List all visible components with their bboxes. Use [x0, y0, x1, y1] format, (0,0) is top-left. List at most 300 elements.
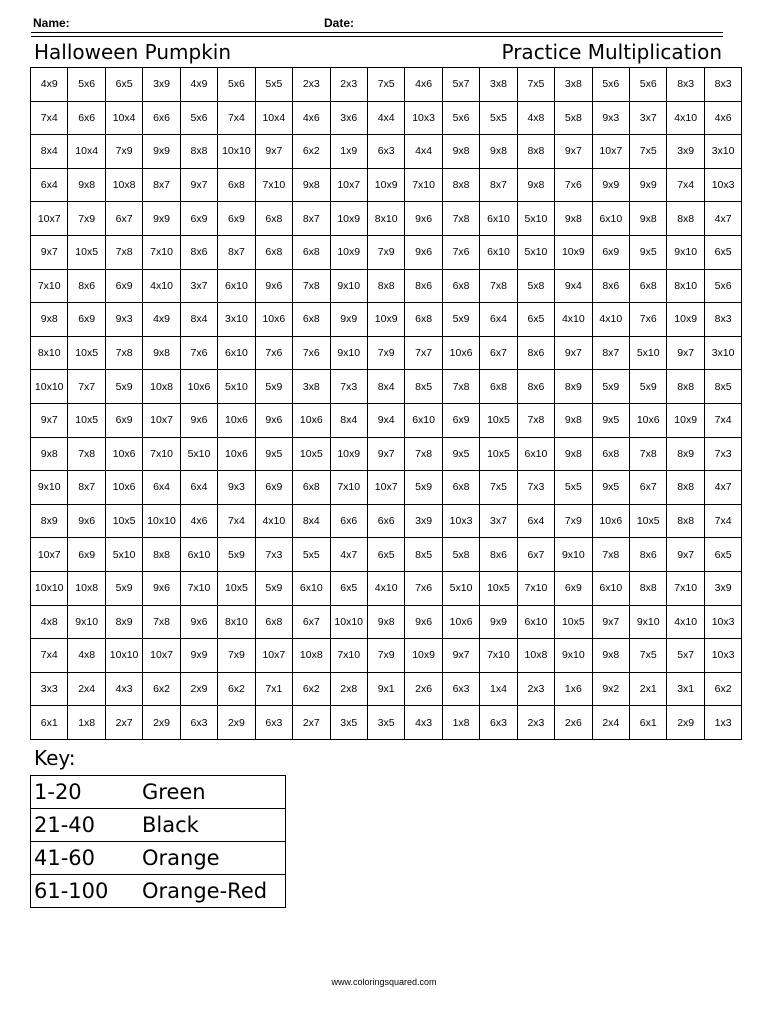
color-key-table — [30, 775, 286, 908]
grid-cell: 5x8 — [517, 269, 554, 303]
grid-cell: 1x3 — [704, 706, 741, 740]
grid-cell: 8x9 — [667, 437, 704, 471]
grid-cell: 10x6 — [218, 437, 255, 471]
grid-cell: 6x2 — [218, 672, 255, 706]
grid-cell: 9x7 — [180, 168, 217, 202]
grid-cell: 4x6 — [704, 101, 741, 135]
grid-cell: 7x10 — [480, 639, 517, 673]
grid-cell: 9x8 — [592, 639, 629, 673]
grid-cell: 6x10 — [592, 571, 629, 605]
grid-cell: 10x7 — [330, 168, 367, 202]
grid-cell: 4x10 — [592, 303, 629, 337]
grid-cell: 3x8 — [293, 370, 330, 404]
grid-cell: 8x5 — [405, 538, 442, 572]
grid-cell: 7x8 — [105, 235, 142, 269]
grid-cell: 8x8 — [630, 571, 667, 605]
grid-cell: 8x6 — [480, 538, 517, 572]
grid-cell: 1x4 — [480, 672, 517, 706]
grid-cell: 8x8 — [667, 370, 704, 404]
grid-cell: 6x5 — [367, 538, 404, 572]
grid-cell: 8x3 — [667, 68, 704, 102]
grid-cell: 10x9 — [555, 235, 592, 269]
name-date-row — [33, 14, 723, 32]
grid-cell: 9x9 — [143, 202, 180, 236]
grid-cell: 8x8 — [367, 269, 404, 303]
grid-cell: 9x9 — [330, 303, 367, 337]
grid-cell: 9x5 — [592, 471, 629, 505]
grid-cell: 7x8 — [480, 269, 517, 303]
grid-cell: 9x8 — [31, 437, 68, 471]
grid-cell: 4x6 — [293, 101, 330, 135]
grid-cell: 8x4 — [293, 504, 330, 538]
grid-cell: 7x9 — [555, 504, 592, 538]
grid-cell: 7x10 — [180, 571, 217, 605]
grid-cell: 7x8 — [517, 403, 554, 437]
grid-cell: 7x1 — [255, 672, 292, 706]
grid-cell: 5x9 — [105, 370, 142, 404]
grid-cell: 10x6 — [180, 370, 217, 404]
key-range: 41-60 — [31, 842, 140, 875]
grid-cell: 8x9 — [31, 504, 68, 538]
grid-cell: 4x7 — [704, 471, 741, 505]
grid-cell: 3x5 — [330, 706, 367, 740]
grid-cell: 6x9 — [105, 269, 142, 303]
grid-cell: 7x10 — [330, 639, 367, 673]
grid-cell: 7x9 — [367, 639, 404, 673]
grid-cell: 6x8 — [255, 235, 292, 269]
grid-cell: 9x6 — [180, 403, 217, 437]
grid-cell: 10x7 — [31, 538, 68, 572]
grid-cell: 6x10 — [592, 202, 629, 236]
grid-cell: 10x6 — [630, 403, 667, 437]
grid-cell: 9x6 — [405, 605, 442, 639]
grid-cell: 3x5 — [367, 706, 404, 740]
grid-row — [31, 370, 742, 404]
grid-cell: 9x6 — [405, 235, 442, 269]
grid-cell: 7x4 — [667, 168, 704, 202]
grid-cell: 2x9 — [218, 706, 255, 740]
grid-cell: 6x5 — [704, 235, 741, 269]
grid-cell: 7x5 — [480, 471, 517, 505]
grid-row — [31, 135, 742, 169]
grid-cell: 9x4 — [367, 403, 404, 437]
grid-cell: 8x9 — [105, 605, 142, 639]
grid-cell: 9x8 — [293, 168, 330, 202]
grid-cell: 7x6 — [293, 336, 330, 370]
grid-cell: 7x4 — [704, 504, 741, 538]
grid-cell: 6x9 — [68, 538, 105, 572]
grid-cell: 9x7 — [442, 639, 479, 673]
grid-cell: 6x5 — [704, 538, 741, 572]
grid-cell: 6x2 — [293, 672, 330, 706]
grid-row — [31, 571, 742, 605]
grid-cell: 7x8 — [592, 538, 629, 572]
grid-cell: 7x4 — [31, 639, 68, 673]
grid-cell: 4x6 — [405, 68, 442, 102]
grid-cell: 5x10 — [630, 336, 667, 370]
grid-cell: 10x8 — [517, 639, 554, 673]
grid-row — [31, 303, 742, 337]
grid-cell: 1x8 — [442, 706, 479, 740]
grid-cell: 9x8 — [630, 202, 667, 236]
grid-cell: 3x7 — [180, 269, 217, 303]
grid-cell: 8x10 — [667, 269, 704, 303]
grid-cell: 9x6 — [255, 403, 292, 437]
grid-cell: 2x4 — [68, 672, 105, 706]
grid-cell: 7x10 — [31, 269, 68, 303]
grid-cell: 6x4 — [517, 504, 554, 538]
grid-cell: 2x3 — [330, 68, 367, 102]
grid-cell: 6x7 — [293, 605, 330, 639]
grid-cell: 2x3 — [293, 68, 330, 102]
grid-cell: 7x6 — [180, 336, 217, 370]
grid-cell: 6x9 — [68, 303, 105, 337]
grid-cell: 2x3 — [517, 672, 554, 706]
grid-cell: 9x7 — [667, 538, 704, 572]
key-color: Orange-Red — [139, 875, 286, 908]
grid-cell: 5x9 — [592, 370, 629, 404]
grid-cell: 7x4 — [218, 101, 255, 135]
grid-cell: 5x10 — [442, 571, 479, 605]
grid-cell: 5x6 — [218, 68, 255, 102]
grid-cell: 5x10 — [218, 370, 255, 404]
grid-cell: 6x2 — [704, 672, 741, 706]
grid-cell: 9x5 — [442, 437, 479, 471]
grid-cell: 3x1 — [667, 672, 704, 706]
grid-cell: 10x3 — [442, 504, 479, 538]
grid-cell: 5x10 — [517, 202, 554, 236]
grid-cell: 9x8 — [143, 336, 180, 370]
grid-cell: 6x8 — [442, 269, 479, 303]
grid-cell: 10x10 — [143, 504, 180, 538]
grid-cell: 5x8 — [442, 538, 479, 572]
grid-cell: 2x9 — [667, 706, 704, 740]
grid-cell: 10x5 — [68, 235, 105, 269]
grid-cell: 9x9 — [480, 605, 517, 639]
grid-cell: 8x6 — [517, 336, 554, 370]
grid-cell: 7x5 — [367, 68, 404, 102]
grid-cell: 7x9 — [218, 639, 255, 673]
grid-cell: 10x10 — [31, 571, 68, 605]
grid-cell: 8x5 — [704, 370, 741, 404]
grid-cell: 5x9 — [105, 571, 142, 605]
grid-cell: 8x8 — [517, 135, 554, 169]
grid-cell: 8x8 — [667, 202, 704, 236]
grid-cell: 9x7 — [367, 437, 404, 471]
grid-cell: 6x8 — [480, 370, 517, 404]
grid-cell: 10x5 — [68, 403, 105, 437]
grid-row — [31, 471, 742, 505]
grid-cell: 5x9 — [255, 571, 292, 605]
grid-cell: 8x6 — [180, 235, 217, 269]
grid-cell: 5x9 — [255, 370, 292, 404]
grid-cell: 7x9 — [105, 135, 142, 169]
grid-cell: 8x4 — [31, 135, 68, 169]
grid-cell: 6x6 — [68, 101, 105, 135]
grid-cell: 8x7 — [218, 235, 255, 269]
grid-cell: 9x7 — [667, 336, 704, 370]
grid-cell: 10x8 — [105, 168, 142, 202]
grid-cell: 6x8 — [255, 605, 292, 639]
grid-cell: 6x10 — [517, 437, 554, 471]
grid-row — [31, 336, 742, 370]
grid-cell: 4x10 — [143, 269, 180, 303]
grid-cell: 6x5 — [330, 571, 367, 605]
grid-cell: 10x5 — [480, 403, 517, 437]
grid-cell: 6x8 — [255, 202, 292, 236]
grid-cell: 9x9 — [592, 168, 629, 202]
grid-row — [31, 403, 742, 437]
grid-cell: 2x6 — [555, 706, 592, 740]
grid-cell: 9x9 — [180, 639, 217, 673]
grid-cell: 5x8 — [555, 101, 592, 135]
grid-cell: 8x4 — [367, 370, 404, 404]
grid-cell: 4x10 — [555, 303, 592, 337]
grid-cell: 7x8 — [405, 437, 442, 471]
grid-cell: 6x3 — [480, 706, 517, 740]
grid-cell: 10x5 — [293, 437, 330, 471]
grid-cell: 9x8 — [555, 437, 592, 471]
grid-cell: 9x10 — [555, 538, 592, 572]
grid-cell: 10x6 — [442, 605, 479, 639]
grid-cell: 5x5 — [255, 68, 292, 102]
grid-cell: 5x6 — [68, 68, 105, 102]
grid-cell: 7x10 — [143, 437, 180, 471]
grid-cell: 10x8 — [143, 370, 180, 404]
grid-cell: 4x10 — [667, 101, 704, 135]
grid-cell: 5x9 — [630, 370, 667, 404]
grid-cell: 5x7 — [667, 639, 704, 673]
grid-cell: 5x6 — [630, 68, 667, 102]
grid-cell: 9x7 — [31, 235, 68, 269]
grid-row — [31, 504, 742, 538]
grid-cell: 7x10 — [517, 571, 554, 605]
grid-cell: 7x10 — [330, 471, 367, 505]
header-double-rule — [31, 32, 723, 37]
grid-cell: 10x6 — [105, 471, 142, 505]
grid-cell: 6x10 — [218, 336, 255, 370]
grid-cell: 9x3 — [592, 101, 629, 135]
grid-cell: 1x9 — [330, 135, 367, 169]
grid-cell: 5x10 — [180, 437, 217, 471]
grid-cell: 6x5 — [105, 68, 142, 102]
grid-cell: 8x6 — [405, 269, 442, 303]
footer-url: www.coloringsquared.com — [331, 977, 437, 987]
grid-cell: 2x1 — [630, 672, 667, 706]
grid-cell: 3x3 — [31, 672, 68, 706]
grid-cell: 5x6 — [442, 101, 479, 135]
grid-cell: 6x6 — [367, 504, 404, 538]
grid-cell: 7x6 — [555, 168, 592, 202]
grid-cell: 3x10 — [704, 336, 741, 370]
grid-cell: 6x7 — [517, 538, 554, 572]
grid-row — [31, 168, 742, 202]
grid-cell: 10x9 — [330, 235, 367, 269]
grid-cell: 2x7 — [293, 706, 330, 740]
key-range: 61-100 — [31, 875, 140, 908]
grid-cell: 2x9 — [143, 706, 180, 740]
grid-cell: 6x9 — [218, 202, 255, 236]
grid-cell: 6x10 — [405, 403, 442, 437]
grid-cell: 10x9 — [405, 639, 442, 673]
grid-cell: 8x9 — [555, 370, 592, 404]
grid-cell: 9x3 — [218, 471, 255, 505]
grid-cell: 10x10 — [330, 605, 367, 639]
grid-cell: 6x6 — [143, 101, 180, 135]
date-label: Date: — [324, 16, 355, 30]
grid-cell: 10x7 — [143, 403, 180, 437]
grid-cell: 7x8 — [442, 202, 479, 236]
grid-cell: 7x8 — [630, 437, 667, 471]
grid-cell: 6x2 — [293, 135, 330, 169]
grid-cell: 10x10 — [31, 370, 68, 404]
grid-row — [31, 538, 742, 572]
grid-cell: 7x4 — [31, 101, 68, 135]
grid-cell: 9x10 — [330, 269, 367, 303]
grid-cell: 4x7 — [330, 538, 367, 572]
name-label: Name: — [33, 16, 70, 30]
grid-cell: 3x9 — [704, 571, 741, 605]
grid-row — [31, 235, 742, 269]
grid-cell: 5x6 — [592, 68, 629, 102]
grid-cell: 8x10 — [367, 202, 404, 236]
grid-cell: 10x6 — [218, 403, 255, 437]
grid-cell: 10x5 — [630, 504, 667, 538]
grid-cell: 4x6 — [180, 504, 217, 538]
grid-row — [31, 639, 742, 673]
grid-cell: 10x6 — [592, 504, 629, 538]
grid-cell: 9x3 — [105, 303, 142, 337]
grid-cell: 8x8 — [442, 168, 479, 202]
grid-cell: 7x9 — [367, 235, 404, 269]
grid-cell: 10x3 — [704, 605, 741, 639]
grid-cell: 6x5 — [517, 303, 554, 337]
grid-cell: 4x4 — [367, 101, 404, 135]
grid-cell: 3x7 — [630, 101, 667, 135]
multiplication-grid — [30, 67, 742, 740]
grid-cell: 3x10 — [704, 135, 741, 169]
grid-cell: 9x1 — [367, 672, 404, 706]
grid-cell: 9x10 — [630, 605, 667, 639]
page-title: Halloween Pumpkin — [34, 40, 232, 64]
grid-cell: 10x3 — [704, 168, 741, 202]
grid-cell: 6x1 — [630, 706, 667, 740]
grid-cell: 9x6 — [180, 605, 217, 639]
grid-cell: 10x5 — [218, 571, 255, 605]
grid-cell: 10x7 — [255, 639, 292, 673]
grid-cell: 8x8 — [143, 538, 180, 572]
grid-cell: 6x9 — [592, 235, 629, 269]
grid-cell: 8x7 — [143, 168, 180, 202]
grid-cell: 7x10 — [255, 168, 292, 202]
grid-cell: 10x9 — [667, 303, 704, 337]
grid-cell: 6x9 — [442, 403, 479, 437]
key-color: Orange — [139, 842, 286, 875]
grid-cell: 8x3 — [704, 68, 741, 102]
grid-cell: 9x6 — [405, 202, 442, 236]
grid-row — [31, 605, 742, 639]
grid-cell: 10x7 — [31, 202, 68, 236]
grid-cell: 7x10 — [143, 235, 180, 269]
grid-cell: 3x7 — [480, 504, 517, 538]
grid-cell: 3x8 — [480, 68, 517, 102]
grid-cell: 6x3 — [180, 706, 217, 740]
key-range: 1-20 — [31, 776, 140, 809]
grid-cell: 6x3 — [442, 672, 479, 706]
grid-cell: 5x5 — [480, 101, 517, 135]
grid-cell: 4x4 — [405, 135, 442, 169]
grid-cell: 8x7 — [68, 471, 105, 505]
grid-cell: 8x7 — [293, 202, 330, 236]
grid-cell: 7x8 — [442, 370, 479, 404]
grid-cell: 9x8 — [517, 168, 554, 202]
grid-cell: 6x7 — [630, 471, 667, 505]
grid-cell: 7x5 — [630, 639, 667, 673]
grid-cell: 8x8 — [667, 471, 704, 505]
grid-cell: 3x8 — [555, 68, 592, 102]
grid-cell: 6x10 — [517, 605, 554, 639]
grid-cell: 5x7 — [442, 68, 479, 102]
grid-cell: 9x8 — [555, 403, 592, 437]
grid-cell: 4x8 — [68, 639, 105, 673]
grid-cell: 9x7 — [255, 135, 292, 169]
grid-cell: 10x5 — [68, 336, 105, 370]
grid-cell: 4x3 — [405, 706, 442, 740]
grid-cell: 7x7 — [405, 336, 442, 370]
grid-cell: 10x3 — [405, 101, 442, 135]
grid-cell: 6x10 — [218, 269, 255, 303]
grid-cell: 3x9 — [405, 504, 442, 538]
grid-cell: 10x8 — [293, 639, 330, 673]
grid-cell: 6x8 — [218, 168, 255, 202]
grid-cell: 10x10 — [105, 639, 142, 673]
grid-cell: 7x8 — [105, 336, 142, 370]
grid-cell: 8x6 — [630, 538, 667, 572]
grid-cell: 10x4 — [68, 135, 105, 169]
grid-cell: 5x10 — [105, 538, 142, 572]
grid-cell: 7x3 — [517, 471, 554, 505]
grid-row — [31, 68, 742, 102]
grid-cell: 5x10 — [517, 235, 554, 269]
grid-cell: 8x6 — [517, 370, 554, 404]
grid-cell: 6x2 — [143, 672, 180, 706]
grid-cell: 9x8 — [480, 135, 517, 169]
key-range: 21-40 — [31, 809, 140, 842]
grid-cell: 10x7 — [143, 639, 180, 673]
grid-row — [31, 202, 742, 236]
grid-cell: 5x5 — [555, 471, 592, 505]
grid-cell: 4x7 — [704, 202, 741, 236]
grid-row — [31, 269, 742, 303]
grid-cell: 10x3 — [704, 639, 741, 673]
grid-cell: 9x8 — [555, 202, 592, 236]
grid-cell: 7x7 — [68, 370, 105, 404]
grid-cell: 9x6 — [143, 571, 180, 605]
grid-cell: 2x3 — [517, 706, 554, 740]
grid-cell: 9x10 — [330, 336, 367, 370]
grid-cell: 9x9 — [630, 168, 667, 202]
grid-cell: 8x10 — [218, 605, 255, 639]
grid-cell: 6x4 — [480, 303, 517, 337]
grid-cell: 7x10 — [667, 571, 704, 605]
grid-cell: 10x7 — [592, 135, 629, 169]
grid-cell: 4x9 — [31, 68, 68, 102]
grid-cell: 9x5 — [630, 235, 667, 269]
grid-cell: 4x9 — [180, 68, 217, 102]
grid-cell: 10x5 — [480, 437, 517, 471]
grid-cell: 9x10 — [31, 471, 68, 505]
grid-cell: 7x5 — [630, 135, 667, 169]
